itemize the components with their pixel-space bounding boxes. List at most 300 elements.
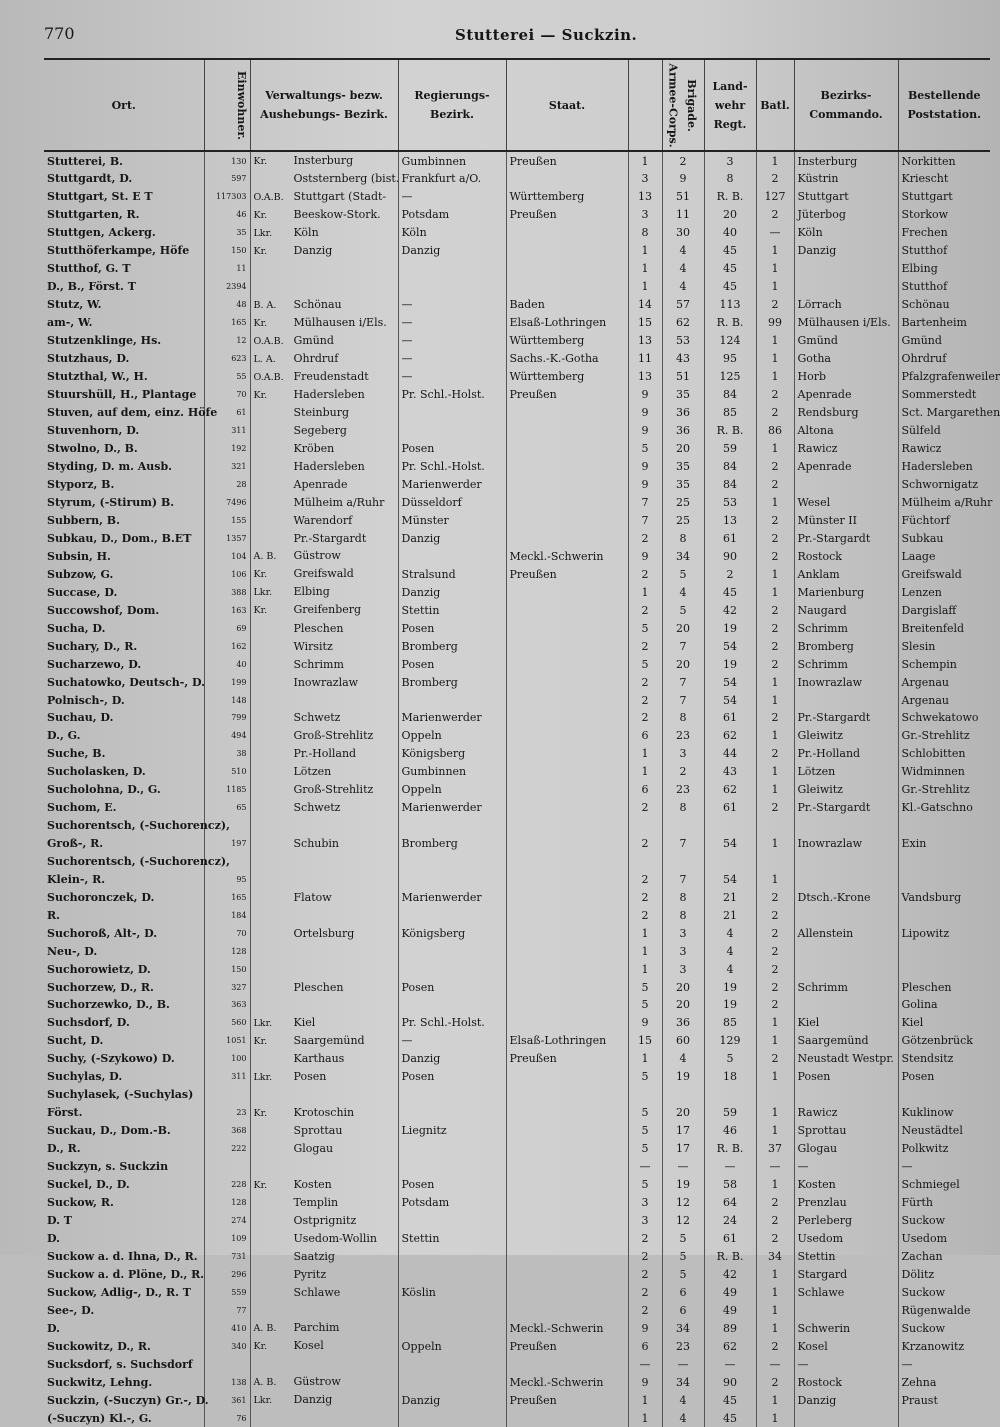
verwaltung-cell: [250, 1301, 398, 1319]
bezirk-cell: Hadersleben: [293, 460, 365, 474]
commando-cell: Stuttgart: [794, 188, 898, 206]
brigade-cell: 20: [662, 978, 704, 996]
brigade-cell: 5: [662, 1265, 704, 1283]
brigade-cell: 20: [662, 655, 704, 673]
ort-cell: Suchsdorf, D.: [47, 1016, 130, 1030]
armee-cell: 9: [628, 1319, 662, 1337]
regierung-cell: Posen: [398, 1176, 506, 1194]
armee-cell: 2: [628, 870, 662, 888]
regierung-cell: Marienwerder: [398, 799, 506, 817]
verwaltung-cell: [250, 260, 398, 278]
bezirk-cell: Ortelsburg: [293, 926, 355, 940]
verwaltung-cell: [250, 350, 398, 368]
verwaltung-cell: [250, 870, 398, 888]
regierung-cell: Gumbinnen: [398, 763, 506, 781]
regierung-cell: —: [398, 350, 506, 368]
einwohner-cell: 150: [204, 242, 250, 260]
brigade-cell: 53: [662, 332, 704, 350]
commando-cell: Münster II: [794, 511, 898, 529]
behoerde-cell: Lkr.: [253, 1071, 273, 1083]
armee-cell: 3: [628, 1194, 662, 1212]
armee-cell: 7: [628, 511, 662, 529]
brigade-cell: 19: [662, 1176, 704, 1194]
staat-cell: [506, 476, 628, 494]
staat-cell: [506, 817, 628, 835]
brigade-cell: 17: [662, 1140, 704, 1158]
regt-cell: 95: [704, 350, 756, 368]
einwohner-cell: 23: [204, 1104, 250, 1122]
einwohner-cell: 162: [204, 637, 250, 655]
einwohner-cell: 148: [204, 691, 250, 709]
ort-cell: D.: [47, 1321, 60, 1335]
regt-cell: 45: [704, 242, 756, 260]
brigade-cell: 20: [662, 440, 704, 458]
commando-cell: Kiel: [794, 1014, 898, 1032]
regierung-cell: —: [398, 368, 506, 386]
ort-cell: Stwolno, D., B.: [47, 442, 138, 456]
regierung-cell: [398, 547, 506, 565]
bezirk-cell: Pleschen: [293, 621, 344, 635]
regt-cell: 84: [704, 386, 756, 404]
einwohner-cell: 311: [204, 422, 250, 440]
table-row: [44, 978, 990, 996]
batl-cell: —: [756, 1355, 794, 1373]
batl-cell: 1: [756, 260, 794, 278]
batl-cell: 1: [756, 494, 794, 512]
armee-cell: 2: [628, 601, 662, 619]
header-ort: Ort.: [44, 59, 204, 151]
commando-cell: Stettin: [794, 1247, 898, 1265]
ort-cell: Subzow, G.: [47, 567, 114, 581]
verwaltung-cell: [250, 1265, 398, 1283]
armee-cell: 2: [628, 1265, 662, 1283]
bezirk-cell: Flatow: [293, 890, 332, 904]
ort-cell: D., R.: [47, 1142, 81, 1156]
post-cell: Schmiegel: [898, 1176, 990, 1194]
regt-cell: 125: [704, 368, 756, 386]
regt-cell: 62: [704, 1337, 756, 1355]
regt-cell: 24: [704, 1212, 756, 1230]
armee-cell: —: [628, 1158, 662, 1176]
table-row: [44, 458, 990, 476]
running-title: Stutterei — Suckzin.: [455, 26, 638, 44]
table-row: [44, 781, 990, 799]
post-cell: Hadersleben: [898, 458, 990, 476]
bezirk-cell: Schubin: [293, 837, 340, 851]
brigade-cell: 35: [662, 476, 704, 494]
brigade-cell: 12: [662, 1194, 704, 1212]
einwohner-cell: 106: [204, 565, 250, 583]
batl-cell: 2: [756, 799, 794, 817]
commando-cell: Glogau: [794, 1140, 898, 1158]
armee-cell: 8: [628, 224, 662, 242]
einwohner-cell: 128: [204, 1194, 250, 1212]
commando-cell: Lötzen: [794, 763, 898, 781]
table-row: [44, 422, 990, 440]
commando-cell: Naugard: [794, 601, 898, 619]
table-row: [44, 888, 990, 906]
ort-cell: Sucholohna, D., G.: [47, 783, 161, 797]
verwaltung-cell: [250, 1176, 398, 1194]
bezirk-cell: Elbing: [293, 585, 330, 599]
regt-cell: R. B.: [704, 422, 756, 440]
behoerde-cell: Kr.: [253, 156, 268, 167]
staat-cell: [506, 727, 628, 745]
header-einwohner: Einwohner.: [204, 59, 250, 151]
regt-cell: 8: [704, 170, 756, 188]
regierung-cell: [398, 404, 506, 422]
brigade-cell: 4: [662, 1409, 704, 1427]
einwohner-cell: 361: [204, 1391, 250, 1409]
verwaltung-cell: [250, 547, 398, 565]
bezirk-cell: Posen: [293, 1069, 327, 1083]
regierung-cell: Oppeln: [398, 727, 506, 745]
post-cell: Bartenheim: [898, 314, 990, 332]
brigade-cell: 51: [662, 368, 704, 386]
brigade-cell: 43: [662, 350, 704, 368]
behoerde-cell: Kr.: [253, 1107, 268, 1119]
ort-cell: Stuttgarten, R.: [47, 208, 140, 222]
verwaltung-cell: [250, 817, 398, 835]
batl-cell: 1: [756, 565, 794, 583]
verwaltung-cell: [250, 996, 398, 1014]
regierung-cell: —: [398, 314, 506, 332]
staat-cell: [506, 781, 628, 799]
commando-cell: Inowrazlaw: [794, 835, 898, 853]
regt-cell: 45: [704, 1391, 756, 1409]
regt-cell: 19: [704, 655, 756, 673]
regt-cell: 124: [704, 332, 756, 350]
table-row: [44, 170, 990, 188]
staat-cell: Preußen: [506, 1337, 628, 1355]
behoerde-cell: Kr.: [253, 1341, 268, 1353]
bezirk-cell: Hadersleben: [293, 387, 365, 401]
einwohner-cell: 388: [204, 583, 250, 601]
einwohner-cell: 76: [204, 1409, 250, 1427]
table-row: [44, 1373, 990, 1391]
ort-cell: Suchom, E.: [47, 801, 117, 815]
armee-cell: 2: [628, 1283, 662, 1301]
post-cell: Gr.-Strehlitz: [898, 727, 990, 745]
staat-cell: [506, 278, 628, 296]
ort-cell: Stuttgart, St. E T: [47, 190, 153, 204]
verwaltung-cell: [250, 1122, 398, 1140]
batl-cell: 2: [756, 745, 794, 763]
behoerde-cell: A. B.: [253, 551, 277, 563]
einwohner-cell: 55: [204, 368, 250, 386]
ort-cell: Suchatowko, Deutsch-, D.: [47, 675, 205, 689]
regierung-cell: Königsberg: [398, 924, 506, 942]
header-staat: Staat.: [506, 59, 628, 151]
batl-cell: 1: [756, 350, 794, 368]
staat-cell: Württemberg: [506, 332, 628, 350]
einwohner-cell: 192: [204, 440, 250, 458]
behoerde-cell: A. B.: [253, 1323, 277, 1335]
staat-cell: Preußen: [506, 151, 628, 170]
regierung-cell: Pr. Schl.-Holst.: [398, 1014, 506, 1032]
post-cell: Lipowitz: [898, 924, 990, 942]
commando-cell: Perleberg: [794, 1212, 898, 1230]
armee-cell: [628, 817, 662, 835]
verwaltung-cell: [250, 368, 398, 386]
brigade-cell: 20: [662, 619, 704, 637]
verwaltung-cell: [250, 1337, 398, 1355]
verwaltung-cell: [250, 637, 398, 655]
regt-cell: 13: [704, 511, 756, 529]
batl-cell: 1: [756, 1301, 794, 1319]
table-row: [44, 1283, 990, 1301]
armee-cell: 1: [628, 924, 662, 942]
regierung-cell: Posen: [398, 978, 506, 996]
regierung-cell: —: [398, 296, 506, 314]
armee-cell: 1: [628, 1050, 662, 1068]
verwaltung-cell: [250, 511, 398, 529]
table-row: [44, 260, 990, 278]
armee-cell: 3: [628, 206, 662, 224]
batl-cell: 2: [756, 547, 794, 565]
verwaltung-cell: [250, 583, 398, 601]
regt-cell: 43: [704, 763, 756, 781]
header-row: [44, 59, 990, 151]
bezirk-cell: Danzig: [293, 243, 333, 257]
regierung-cell: [398, 1247, 506, 1265]
ort-cell: Stuven, auf dem, einz. Höfe: [47, 406, 218, 420]
batl-cell: 2: [756, 942, 794, 960]
batl-cell: 2: [756, 1373, 794, 1391]
regierung-cell: [398, 870, 506, 888]
armee-cell: 2: [628, 691, 662, 709]
armee-cell: 3: [628, 1212, 662, 1230]
table-row: [44, 799, 990, 817]
batl-cell: 2: [756, 1050, 794, 1068]
armee-cell: [628, 853, 662, 871]
table-row: [44, 1301, 990, 1319]
regierung-cell: Bromberg: [398, 835, 506, 853]
commando-cell: Neustadt Westpr.: [794, 1050, 898, 1068]
brigade-cell: 2: [662, 763, 704, 781]
ort-cell: Suche, B.: [47, 747, 106, 761]
brigade-cell: 4: [662, 1050, 704, 1068]
regt-cell: 84: [704, 476, 756, 494]
regierung-cell: [398, 422, 506, 440]
staat-cell: [506, 1283, 628, 1301]
table-row: [44, 296, 990, 314]
einwohner-cell: 38: [204, 745, 250, 763]
brigade-cell: 8: [662, 888, 704, 906]
verwaltung-cell: [250, 1247, 398, 1265]
einwohner-cell: 559: [204, 1283, 250, 1301]
batl-cell: 2: [756, 906, 794, 924]
brigade-cell: 5: [662, 1230, 704, 1248]
einwohner-cell: 1185: [204, 781, 250, 799]
table-row: [44, 763, 990, 781]
verwaltung-cell: [250, 763, 398, 781]
table-row: [44, 673, 990, 691]
armee-cell: 2: [628, 709, 662, 727]
post-cell: Gmünd: [898, 332, 990, 350]
commando-cell: Allenstein: [794, 924, 898, 942]
staat-cell: [506, 1122, 628, 1140]
staat-cell: [506, 1194, 628, 1212]
batl-cell: 2: [756, 1212, 794, 1230]
batl-cell: [756, 817, 794, 835]
regierung-cell: Gumbinnen: [398, 151, 506, 170]
behoerde-cell: Kr.: [253, 1035, 268, 1047]
post-cell: Laage: [898, 547, 990, 565]
commando-cell: [794, 996, 898, 1014]
batl-cell: 1: [756, 1032, 794, 1050]
table-row: [44, 368, 990, 386]
post-cell: [898, 1409, 990, 1427]
einwohner-cell: 340: [204, 1337, 250, 1355]
batl-cell: 1: [756, 1319, 794, 1337]
staat-cell: [506, 996, 628, 1014]
batl-cell: 34: [756, 1247, 794, 1265]
armee-cell: 2: [628, 1230, 662, 1248]
brigade-cell: 5: [662, 565, 704, 583]
bezirk-cell: Greifenberg: [293, 603, 362, 617]
brigade-cell: 57: [662, 296, 704, 314]
table-row: [44, 529, 990, 547]
bezirk-cell: Danzig: [293, 1393, 333, 1407]
einwohner-cell: 731: [204, 1247, 250, 1265]
staat-cell: [506, 511, 628, 529]
verwaltung-cell: [250, 332, 398, 350]
bezirk-cell: Mülhausen i/Els.: [293, 315, 387, 329]
header-regt: Land- wehr Regt.: [704, 59, 756, 151]
regierung-cell: [398, 1158, 506, 1176]
ort-cell: Sucharzewo, D.: [47, 657, 142, 671]
verwaltung-cell: [250, 601, 398, 619]
verwaltung-cell: [250, 440, 398, 458]
batl-cell: 2: [756, 709, 794, 727]
ort-cell: (-Suczyn) Kl.-, G.: [47, 1411, 152, 1425]
einwohner-cell: 28: [204, 476, 250, 494]
brigade-cell: 36: [662, 422, 704, 440]
post-cell: Dargislaff: [898, 601, 990, 619]
table-row: [44, 1355, 990, 1373]
verwaltung-cell: [250, 1104, 398, 1122]
armee-cell: 5: [628, 655, 662, 673]
batl-cell: 2: [756, 978, 794, 996]
regt-cell: 40: [704, 224, 756, 242]
commando-cell: Posen: [794, 1068, 898, 1086]
armee-cell: 5: [628, 1122, 662, 1140]
post-cell: Storkow: [898, 206, 990, 224]
regt-cell: 49: [704, 1283, 756, 1301]
ort-cell: Suckzin, (-Suczyn) Gr.-, D.: [47, 1393, 209, 1407]
table-row: [44, 350, 990, 368]
brigade-cell: 6: [662, 1283, 704, 1301]
regt-cell: 113: [704, 296, 756, 314]
batl-cell: 1: [756, 1122, 794, 1140]
armee-cell: 2: [628, 888, 662, 906]
table-row: [44, 476, 990, 494]
ort-cell: Suckel, D., D.: [47, 1178, 130, 1192]
ort-cell: Suckowitz, D., R.: [47, 1339, 151, 1353]
verwaltung-cell: [250, 1409, 398, 1427]
ort-cell: Subkau, D., Dom., B.ET: [47, 531, 192, 545]
armee-cell: 2: [628, 1301, 662, 1319]
regierung-cell: [398, 1373, 506, 1391]
batl-cell: 2: [756, 296, 794, 314]
staat-cell: [506, 422, 628, 440]
commando-cell: Usedom: [794, 1230, 898, 1248]
commando-cell: Kosten: [794, 1176, 898, 1194]
post-cell: Füchtorf: [898, 511, 990, 529]
verwaltung-cell: [250, 978, 398, 996]
brigade-cell: 8: [662, 709, 704, 727]
brigade-cell: 5: [662, 601, 704, 619]
verwaltung-cell: [250, 1158, 398, 1176]
regt-cell: 21: [704, 888, 756, 906]
post-cell: [898, 1086, 990, 1104]
commando-cell: Apenrade: [794, 386, 898, 404]
brigade-cell: 7: [662, 870, 704, 888]
ort-cell: Suckzyn, s. Suckzin: [47, 1160, 169, 1174]
bezirk-cell: Kosel: [293, 1339, 324, 1353]
commando-cell: [794, 278, 898, 296]
batl-cell: 1: [756, 368, 794, 386]
verwaltung-cell: [250, 960, 398, 978]
bezirk-cell: Schlawe: [293, 1285, 341, 1299]
ort-cell: Suchoronczek, D.: [47, 890, 155, 904]
post-cell: Slesin: [898, 637, 990, 655]
verwaltung-cell: [250, 1086, 398, 1104]
armee-cell: 2: [628, 799, 662, 817]
staat-cell: [506, 1212, 628, 1230]
ort-cell: Stuttgardt, D.: [47, 172, 133, 186]
staat-cell: [506, 458, 628, 476]
header-armee: Armee-Corps.: [628, 59, 662, 151]
einwohner-cell: 46: [204, 206, 250, 224]
post-cell: Schwekatowo: [898, 709, 990, 727]
commando-cell: Pr.-Stargardt: [794, 799, 898, 817]
bezirk-cell: Ostprignitz: [293, 1214, 357, 1228]
brigade-cell: 4: [662, 583, 704, 601]
regt-cell: R. B.: [704, 314, 756, 332]
post-cell: —: [898, 1158, 990, 1176]
staat-cell: [506, 853, 628, 871]
einwohner-cell: 95: [204, 870, 250, 888]
commando-cell: —: [794, 1158, 898, 1176]
armee-cell: 9: [628, 404, 662, 422]
batl-cell: 1: [756, 1068, 794, 1086]
behoerde-cell: O.A.B.: [253, 191, 284, 203]
regt-cell: 45: [704, 1409, 756, 1427]
staat-cell: [506, 1409, 628, 1427]
armee-cell: 1: [628, 745, 662, 763]
commando-cell: Rostock: [794, 1373, 898, 1391]
staat-cell: [506, 745, 628, 763]
verwaltung-cell: [250, 1355, 398, 1373]
regierung-cell: Marienwerder: [398, 476, 506, 494]
commando-cell: [794, 960, 898, 978]
brigade-cell: 36: [662, 1014, 704, 1032]
ort-cell: D., B., Först. T: [47, 280, 136, 294]
regt-cell: 62: [704, 781, 756, 799]
regt-cell: 19: [704, 978, 756, 996]
batl-cell: 37: [756, 1140, 794, 1158]
commando-cell: Gleiwitz: [794, 781, 898, 799]
behoerde-cell: Kr.: [253, 245, 268, 257]
regierung-cell: [398, 1265, 506, 1283]
bezirk-cell: Freudenstadt: [293, 369, 369, 383]
post-cell: Stendsitz: [898, 1050, 990, 1068]
einwohner-cell: 7496: [204, 494, 250, 512]
post-cell: Stutthof: [898, 242, 990, 260]
brigade-cell: 8: [662, 529, 704, 547]
